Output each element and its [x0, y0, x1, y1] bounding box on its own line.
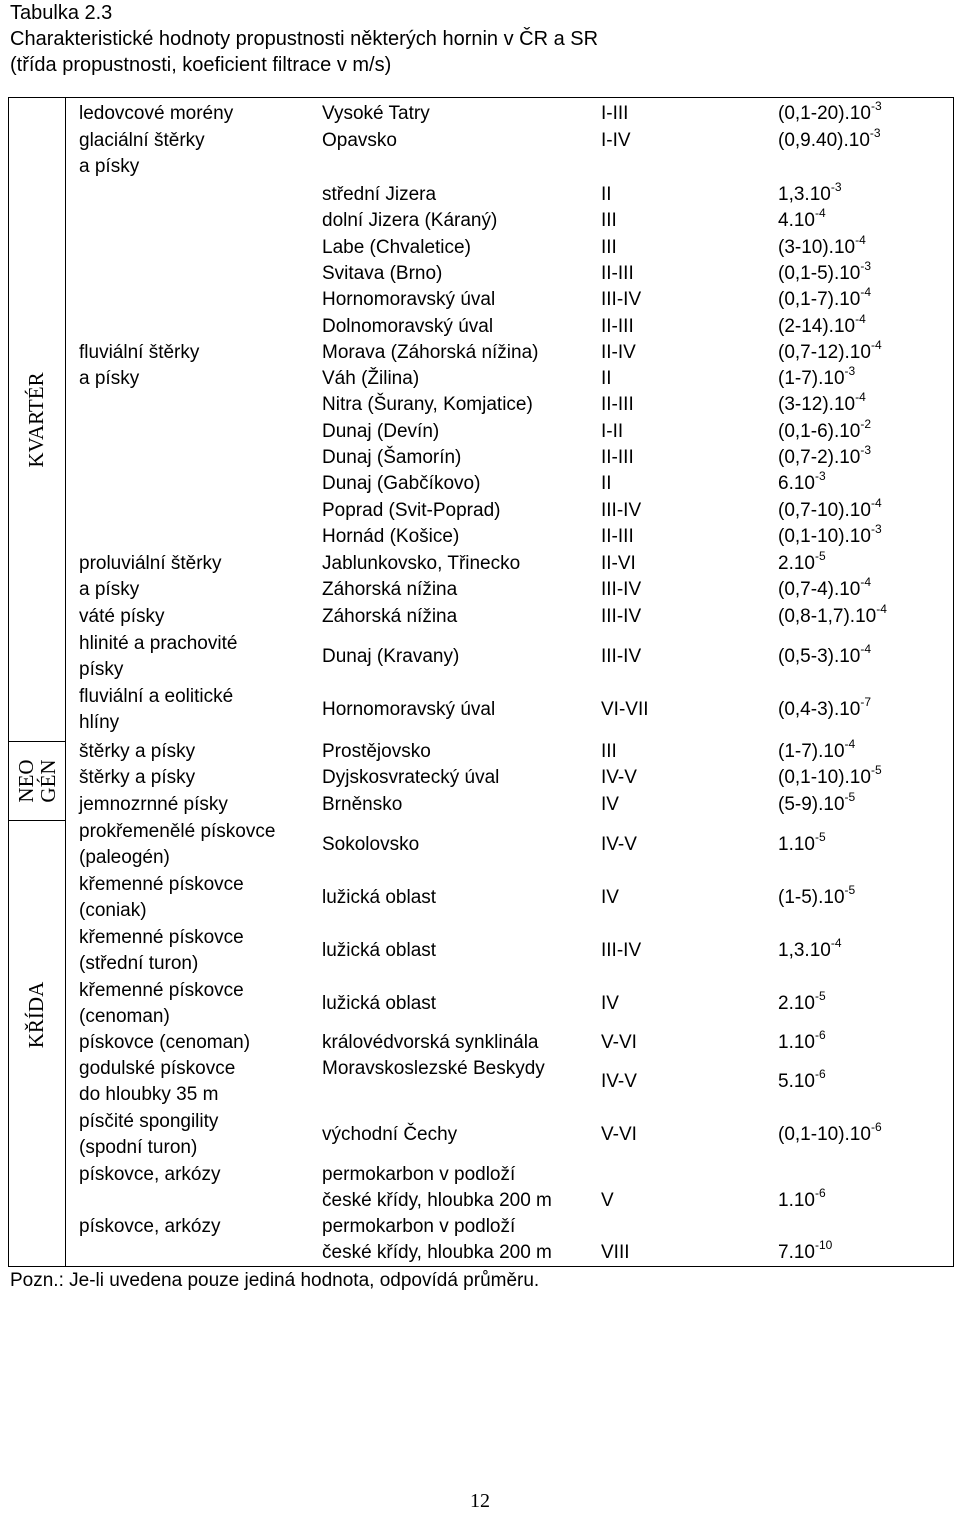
permeability-class: III-IV: [601, 579, 642, 601]
permeability-class: III: [601, 741, 617, 762]
filtration-coefficient: [778, 765, 882, 791]
permeability-class: IV-V: [601, 834, 637, 855]
coefficient-exponent: -5: [814, 549, 826, 563]
rock-type: pískovce, arkózy: [79, 1216, 221, 1237]
filtration-coefficient: [778, 311, 866, 340]
locality: Hornomoravský úval: [322, 289, 496, 311]
locality: Opavsko: [322, 130, 397, 151]
filtration-coefficient: [778, 1122, 882, 1148]
coefficient-exponent: -4: [870, 337, 882, 352]
rock-type: (spodní turon): [79, 1137, 198, 1159]
rock-type: váté písky: [79, 606, 165, 627]
permeability-class: III: [601, 210, 617, 232]
coefficient-exponent: -6: [814, 1067, 826, 1081]
coefficient-exponent: -3: [860, 258, 872, 273]
locality: Záhorská nížina: [322, 579, 458, 601]
coefficient-exponent: -4: [855, 311, 866, 326]
filtration-coefficient: [778, 208, 826, 234]
locality: Morava (Záhorská nížina): [322, 341, 539, 363]
locality: české křídy, hloubka 200 m: [322, 1190, 552, 1212]
locality: královédvorská synklinála: [322, 1032, 539, 1053]
locality: permokarbon v podloží: [322, 1216, 516, 1237]
locality: permokarbon v podloží: [322, 1164, 516, 1185]
permeability-class: IV: [601, 887, 619, 908]
coefficient-exponent: -10: [814, 1238, 833, 1252]
locality: Labe (Chvaletice): [322, 236, 471, 258]
coefficient-exponent: -3: [830, 180, 842, 194]
coefficient-mantissa: 5.10: [778, 1071, 815, 1092]
rock-type: do hloubky 35 m: [79, 1084, 219, 1106]
rock-type: jemnozrnné písky: [79, 793, 228, 815]
coefficient-exponent: -4: [860, 642, 872, 656]
caption-units: (třída propustnosti, koeficient filtrace v m/s): [10, 54, 392, 76]
coefficient-mantissa: (0,5-3).10: [778, 646, 861, 667]
coefficient-mantissa: (0,7-12).10: [778, 341, 871, 363]
coefficient-mantissa: (0,1-10).10: [778, 525, 871, 547]
filtration-coefficient: [778, 832, 826, 858]
coefficient-exponent: -4: [814, 206, 826, 221]
locality: Prostějovsko: [322, 741, 431, 762]
coefficient-mantissa: 1.10: [778, 834, 815, 855]
locality: Dyjskosvratecký úval: [322, 767, 500, 789]
rock-type: proluviální štěrky: [79, 553, 222, 574]
rock-type: hlinité a prachovité: [79, 633, 238, 654]
rock-type: hlíny: [79, 712, 120, 734]
coefficient-exponent: -3: [870, 99, 882, 113]
coefficient-mantissa: (1-5).10: [778, 887, 845, 908]
coefficient-exponent: -6: [814, 1028, 826, 1042]
rock-type: křemenné pískovce: [79, 980, 244, 1001]
permeability-class: III-IV: [601, 606, 642, 627]
filtration-coefficient: [778, 182, 842, 208]
permeability-class: II-III: [601, 262, 634, 284]
permeability-class: III-IV: [601, 499, 642, 521]
permeability-class: III-IV: [601, 289, 642, 311]
filtration-coefficient: [778, 337, 882, 366]
coefficient-mantissa: 1,3.10: [778, 940, 831, 961]
coefficient-mantissa: (3-12).10: [778, 394, 856, 416]
coefficient-mantissa: (0,1-6).10: [778, 420, 861, 442]
coefficient-mantissa: (0,1-10).10: [778, 767, 871, 789]
rock-type: štěrky a písky: [79, 767, 196, 789]
group-label-kvarter: KVARTÉR: [24, 372, 48, 468]
coefficient-mantissa: 2.10: [778, 553, 815, 574]
filtration-coefficient: [778, 366, 855, 392]
permeability-class: V-VI: [601, 1124, 637, 1145]
filtration-coefficient: [778, 471, 826, 497]
filtration-coefficient: [778, 885, 855, 911]
caption-subtitle: Charakteristické hodnoty propustnosti některých hornin v ČR a SR: [10, 28, 599, 50]
rock-type: (paleogén): [79, 847, 170, 869]
rock-type: a písky: [79, 368, 140, 390]
filtration-coefficient: [778, 287, 871, 313]
permeability-class: VIII: [601, 1242, 630, 1263]
coefficient-mantissa: (0,1-10).10: [778, 1124, 871, 1145]
coefficient-mantissa: (0,4-3).10: [778, 699, 861, 720]
permeability-class: II-III: [601, 394, 634, 416]
filtration-coefficient: [778, 1240, 832, 1266]
locality: Jablunkovsko, Třinecko: [322, 553, 521, 574]
permeability-class: IV: [601, 793, 619, 815]
rock-type: glaciální štěrky: [79, 130, 205, 151]
locality: Hornomoravský úval: [322, 699, 496, 720]
coefficient-exponent: -4: [830, 936, 842, 950]
coefficient-mantissa: (0,7-4).10: [778, 579, 861, 601]
filtration-coefficient: [778, 416, 872, 445]
coefficient-exponent: -4: [876, 602, 887, 616]
locality: Vysoké Tatry: [322, 103, 430, 124]
locality: Záhorská nížina: [322, 606, 458, 627]
locality: Poprad (Svit-Poprad): [322, 499, 501, 521]
coefficient-exponent: -4: [855, 390, 866, 405]
filtration-coefficient: [778, 232, 866, 261]
permeability-class: IV: [601, 993, 619, 1014]
locality: Hornád (Košice): [322, 525, 460, 547]
locality: lužická oblast: [322, 993, 437, 1014]
coefficient-exponent: -6: [870, 1120, 882, 1134]
filtration-coefficient: [778, 392, 866, 418]
rock-type: písky: [79, 659, 124, 681]
coefficient-mantissa: (3-10).10: [778, 236, 856, 258]
permeability-class: IV-V: [601, 1071, 637, 1092]
rock-type: a písky: [79, 156, 140, 178]
permeability-class: II-III: [601, 525, 634, 547]
coefficient-mantissa: (0,1-5).10: [778, 262, 861, 284]
coefficient-mantissa: (0,7-2).10: [778, 447, 861, 468]
rock-type: ledovcové morény: [79, 103, 234, 124]
permeability-class: V: [601, 1190, 614, 1211]
table-caption: [10, 0, 598, 78]
rock-type: (cenoman): [79, 1006, 170, 1028]
filtration-coefficient: [778, 991, 826, 1017]
coefficient-mantissa: (0,7-10).10: [778, 499, 871, 521]
coefficient-exponent: -3: [814, 469, 826, 484]
permeability-class: VI-VII: [601, 699, 649, 720]
filtration-coefficient: [778, 938, 842, 964]
coefficient-exponent: -2: [860, 416, 872, 431]
coefficient-exponent: -3: [844, 364, 856, 379]
coefficient-mantissa: 2.10: [778, 993, 815, 1014]
permeability-class: II-VI: [601, 553, 636, 574]
coefficient-mantissa: 1.10: [778, 1190, 815, 1211]
permeability-class: V-VI: [601, 1032, 637, 1053]
locality: východní Čechy: [322, 1124, 458, 1145]
coefficient-exponent: -3: [870, 521, 882, 536]
filtration-coefficient: [778, 644, 871, 670]
filtration-coefficient: [778, 604, 887, 630]
coefficient-exponent: -5: [870, 763, 882, 778]
coefficient-exponent: -5: [814, 830, 826, 844]
locality: Dolnomoravský úval: [322, 315, 494, 337]
filtration-coefficient: [778, 551, 826, 577]
coefficient-exponent: -4: [855, 232, 866, 247]
permeability-class: II-III: [601, 447, 634, 468]
filtration-coefficient: [778, 739, 855, 765]
group-label-krida: KŘÍDA: [24, 981, 48, 1049]
locality: Brněnsko: [322, 793, 403, 815]
permeability-class: II: [601, 368, 612, 390]
locality: střední Jizera: [322, 184, 437, 205]
rock-type: prokřemenělé pískovce: [79, 821, 276, 842]
coefficient-mantissa: 1.10: [778, 1032, 815, 1053]
permeability-class: II: [601, 473, 612, 495]
coefficient-exponent: -5: [844, 789, 856, 804]
locality: Dunaj (Gabčíkovo): [322, 473, 481, 495]
coefficient-mantissa: 6.10: [778, 473, 815, 495]
rock-type: (střední turon): [79, 953, 199, 975]
permeability-class: III-IV: [601, 940, 642, 961]
locality: Moravskoslezské Beskydy: [322, 1058, 545, 1079]
coefficient-mantissa: (1-7).10: [778, 741, 845, 762]
coefficient-exponent: -7: [860, 695, 872, 709]
filtration-coefficient: [778, 445, 871, 471]
table-note: Pozn.: Je-li uvedena pouze jediná hodnota, odpovídá průměru.: [10, 1270, 540, 1291]
coefficient-mantissa: (0,1-20).10: [778, 103, 871, 124]
permeability-class: IV-V: [601, 767, 637, 789]
filtration-coefficient: [778, 521, 882, 550]
filtration-coefficient: [778, 1069, 826, 1095]
permeability-class: II-IV: [601, 341, 636, 363]
coefficient-mantissa: 1,3.10: [778, 184, 831, 205]
permeability-class: I-III: [601, 103, 629, 124]
coefficient-mantissa: (1-7).10: [778, 368, 845, 390]
rock-type: fluviální a eolitické: [79, 686, 234, 707]
rock-type: godulské pískovce: [79, 1058, 236, 1079]
coefficient-exponent: -3: [860, 443, 872, 457]
coefficient-exponent: -5: [844, 883, 856, 897]
coefficient-exponent: -3: [869, 126, 881, 140]
locality: Nitra (Šurany, Komjatice): [322, 394, 533, 416]
permeability-class: I-IV: [601, 130, 631, 151]
coefficient-exponent: -6: [814, 1186, 826, 1200]
filtration-coefficient: [778, 128, 881, 154]
locality: české křídy, hloubka 200 m: [322, 1242, 552, 1264]
filtration-coefficient: [778, 697, 871, 723]
permeability-class: II-III: [601, 315, 634, 337]
permeability-class: II: [601, 184, 612, 205]
locality: dolní Jizera (Káraný): [322, 210, 498, 232]
rock-type: fluviální štěrky: [79, 341, 200, 363]
coefficient-exponent: -4: [860, 285, 872, 300]
filtration-coefficient: [778, 1188, 826, 1214]
coefficient-exponent: -4: [844, 737, 856, 751]
filtration-coefficient: [778, 1030, 826, 1056]
locality: Váh (Žilina): [322, 368, 420, 390]
permeability-class: III-IV: [601, 646, 642, 667]
coefficient-mantissa: (0,9.40).10: [778, 130, 870, 151]
locality: Dunaj (Šamorín): [322, 447, 462, 468]
group-label-neogen: NEO GÉN: [14, 759, 60, 803]
locality: Sokolovsko: [322, 834, 420, 855]
coefficient-mantissa: 7.10: [778, 1242, 815, 1263]
filtration-coefficient: [778, 577, 871, 603]
rock-type: a písky: [79, 579, 140, 601]
filtration-coefficient: [778, 101, 882, 127]
coefficient-mantissa: 4.10: [778, 210, 815, 232]
rock-type: pískovce (cenoman): [79, 1032, 251, 1053]
coefficient-mantissa: (0,8-1,7).10: [778, 606, 877, 627]
filtration-coefficient: [778, 495, 882, 524]
locality: lužická oblast: [322, 887, 437, 908]
locality: Dunaj (Kravany): [322, 646, 460, 667]
coefficient-exponent: -4: [860, 575, 872, 590]
filtration-coefficient: [778, 789, 856, 818]
locality: lužická oblast: [322, 940, 437, 961]
permeability-class: I-II: [601, 420, 624, 442]
filtration-coefficient: [778, 258, 872, 287]
rock-type: pískovce, arkózy: [79, 1164, 221, 1185]
rock-type: písčité spongility: [79, 1111, 219, 1132]
coefficient-mantissa: (2-14).10: [778, 315, 856, 337]
page-number: 12: [470, 1490, 490, 1512]
rock-type: křemenné pískovce: [79, 874, 244, 895]
coefficient-mantissa: (5-9).10: [778, 793, 845, 815]
locality: Svitava (Brno): [322, 262, 443, 284]
rock-type: štěrky a písky: [79, 741, 196, 762]
coefficient-mantissa: (0,1-7).10: [778, 289, 861, 311]
caption-title: Tabulka 2.3: [10, 2, 113, 24]
rock-type: (coniak): [79, 900, 147, 922]
rock-type: křemenné pískovce: [79, 927, 244, 948]
coefficient-exponent: -5: [814, 989, 826, 1003]
permeability-class: III: [601, 236, 617, 258]
locality: Dunaj (Devín): [322, 420, 440, 442]
coefficient-exponent: -4: [870, 495, 882, 510]
